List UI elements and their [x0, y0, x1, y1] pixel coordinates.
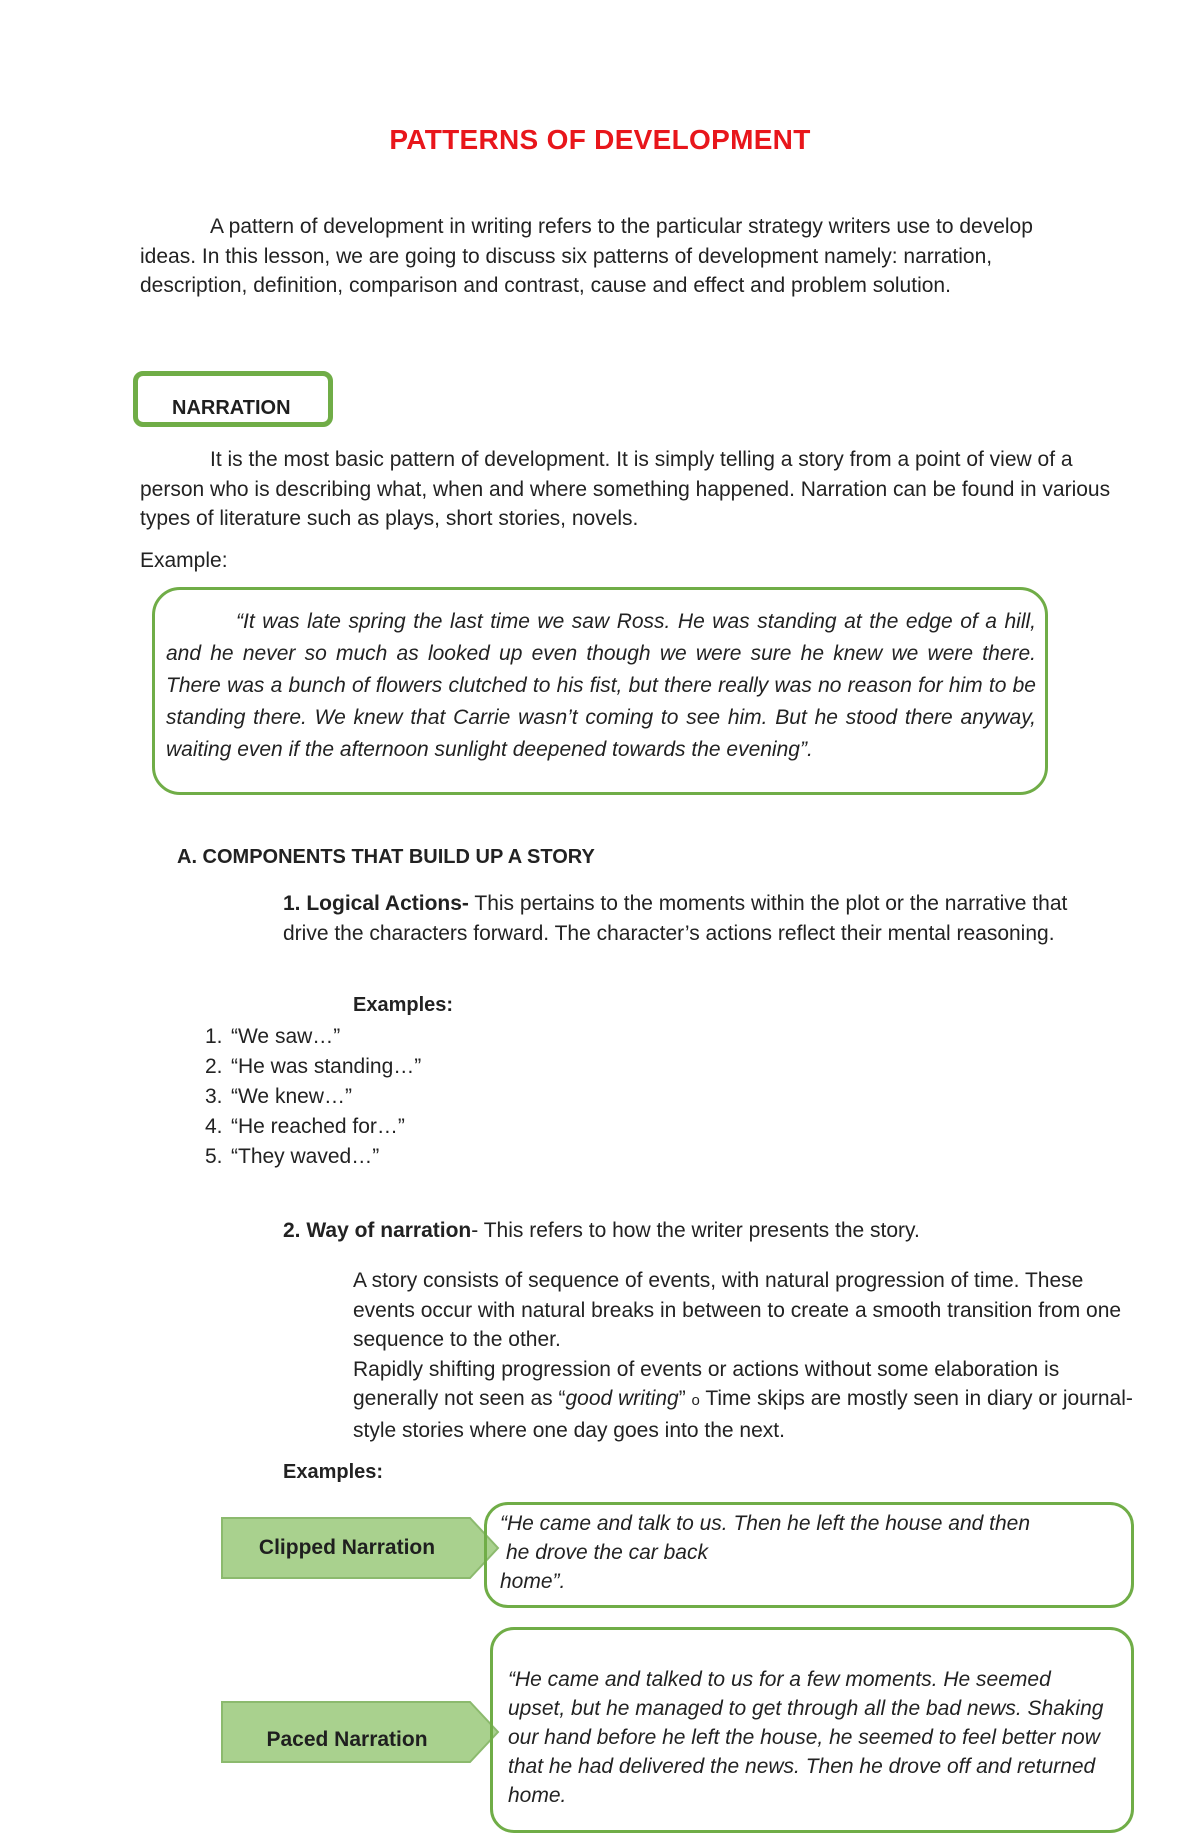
way-of-narration-text: - This refers to how the writer presents the story.	[471, 1219, 920, 1242]
way-of-narration-para1: A story consists of sequence of events, with natural progression of time. These events occur with natural breaks in between to create a smooth transition from one sequence to the other.	[353, 1269, 1122, 1351]
examples-list	[205, 1022, 421, 1172]
clipped-narration-label: Clipped Narration	[258, 1536, 436, 1559]
way-of-narration-item	[283, 1219, 920, 1243]
narration-label: NARRATION	[172, 397, 291, 419]
intro-text: A pattern of development in writing refers to the particular strategy writers use to develop ideas. In this lesson, we are going to discuss six patterns of development namely: narration, description, definition, comparison and contrast, cause and effect and problem solution.	[140, 215, 1033, 297]
paced-narration-label: Paced Narration	[266, 1728, 428, 1751]
list-item: 4. “He reached for…”	[205, 1115, 405, 1138]
way-of-narration-para2: Rapidly shifting progression of events or actions without some elaboration is generally not seen as “good writing” o Time skips are mostly seen in diary or journal-style stories where one day goes into the next.	[353, 1357, 1133, 1442]
clipped-line-3: home”.	[500, 1570, 566, 1593]
paced-narration-quote: “He came and talked to us for a few moments. He seemed upset, but he managed to get through all the bad news. Shaking our hand before he left the house, he seemed to feel better now that he had delivered the news. Then he drove off and returned home.	[508, 1668, 1104, 1807]
clipped-line-1: “He came and talk to us. Then he left the house and then	[500, 1512, 1031, 1535]
logical-actions-item	[283, 889, 1113, 948]
section-a-heading: A. COMPONENTS THAT BUILD UP A STORY	[177, 846, 595, 868]
way-of-narration-title: 2. Way of narration	[283, 1219, 472, 1242]
example-quote-text: “It was late spring the last time we saw Ross. He was standing at the edge of a hill, and he never so much as looked up even though we were sure he knew we were there. There was a bunch of flowers clutched to his fist, but there really was no reason for him to be standing there. We knew that Carrie wasn’t coming to see him. But he stood there anyway, waiting even if the afternoon sunlight deepened towards the evening”.	[166, 610, 1036, 761]
example-quote	[166, 606, 1036, 766]
narration-text: It is the most basic pattern of development. It is simply telling a story from a point of view of a person who is describing what, when and where something happened. Narration can be found in various types of literature such as plays, short stories, novels.	[140, 448, 1111, 530]
list-item: 5. “They waved…”	[205, 1145, 380, 1168]
example-label: Example:	[140, 549, 228, 572]
examples-label: Examples:	[353, 994, 454, 1016]
clipped-line-2: he drove the car back	[506, 1541, 708, 1564]
examples2-label: Examples:	[283, 1461, 384, 1483]
intro-paragraph	[140, 212, 1085, 301]
list-item: 3. “We knew…”	[205, 1085, 352, 1108]
page-title: PATTERNS OF DEVELOPMENT	[389, 124, 811, 155]
list-item: 2. “He was standing…”	[205, 1055, 422, 1078]
logical-actions-title: 1. Logical Actions-	[283, 892, 469, 915]
bullet-icon: o	[691, 1392, 700, 1409]
way-of-narration-body	[353, 1266, 1133, 1445]
clipped-narration-quote	[500, 1509, 1125, 1596]
narration-paragraph	[140, 445, 1130, 534]
logical-actions-text: This pertains to the moments within the plot or the narrative that drive the characters forward. The character’s actions reflect their mental reasoning.	[283, 892, 1068, 945]
list-item: 1. “We saw…”	[205, 1025, 341, 1048]
